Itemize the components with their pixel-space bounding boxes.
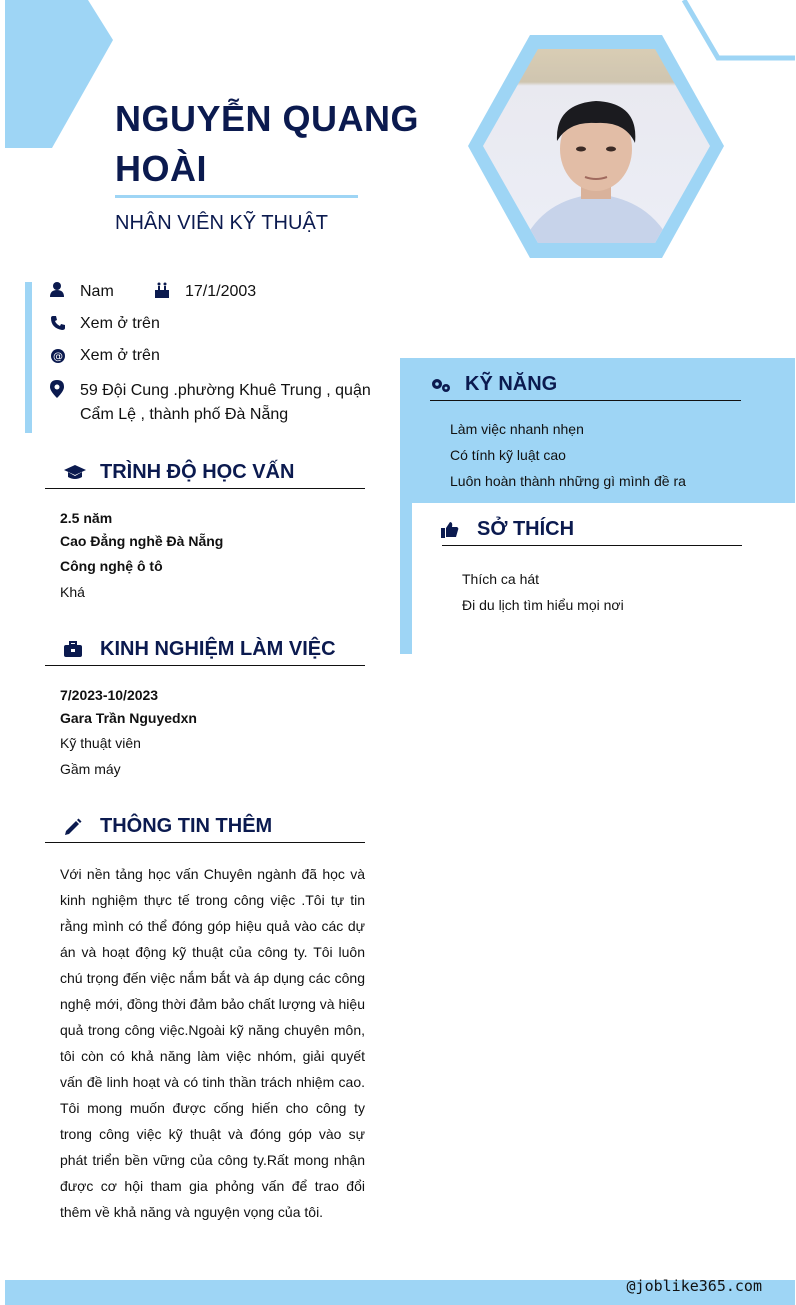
svg-text:@: @ [53,351,63,363]
education-title: TRÌNH ĐỘ HỌC VẤN [100,461,295,483]
experience-company: Gara Trần Nguyedxn [60,710,197,726]
top-left-shape [5,0,113,148]
hobby-item: Thích ca hát [462,571,540,587]
phone-icon [50,315,66,331]
skill-item: Có tính kỹ luật cao [450,447,566,463]
skills-title: KỸ NĂNG [465,373,558,395]
education-grade: Khá [60,584,85,600]
briefcase-icon [64,641,82,657]
experience-divider [45,665,365,666]
education-major: Công nghệ ô tô [60,558,163,574]
skills-divider [430,400,741,401]
location-icon [50,380,64,398]
thumbs-up-icon [441,521,459,538]
education-duration: 2.5 năm [60,510,113,526]
pencil-icon [64,818,82,836]
skill-item: Luôn hoàn thành những gì mình đề ra [450,473,686,489]
experience-description: Gầm máy [60,761,121,777]
address-value: 59 Đội Cung .phường Khuê Trung , quận Cẩm Lệ , thành phố Đà Nẵng [80,382,371,423]
email-icon [50,348,66,364]
cake-icon [154,282,170,298]
birthday-value: 17/1/2003 [185,283,257,300]
hobby-item: Đi du lịch tìm hiểu mọi nơi [462,597,624,613]
experience-period: 7/2023-10/2023 [60,687,159,703]
more-info-text: Với nền tảng học vấn Chuyên ngành đã học và kinh nghiệm thực tế trong công việc .Tôi tự tin rằng mình có thể đóng góp hiệu quả vào các dự án và hoạt động kỹ thuật của công ty. Tôi luôn chú trọng đến việc nắm bắt và áp dụng các công nghệ mới, đồng thời đảm bảo chất lượng và hiệu quả trong công việc.Ngoài kỹ năng chuyên môn, tôi còn có khả năng làm việc nhóm, giải quyết vấn đề linh hoạt và có tinh thần trách nhiệm cao. Tôi mong muốn được cống hiến cho công ty trong công việc kỹ thuật và đóng góp vào sự phát triển bền vững của công ty.Rất mong nhận được cơ hội tham gia phỏng vấn để trao đổi thêm về khả năng và nguyện vọng của tôi. [60,866,365,1220]
gender-value: Nam [80,283,114,300]
profile-photo [483,49,710,243]
experience-position: Kỹ thuật viên [60,735,141,751]
education-divider [45,488,365,489]
graduation-cap-icon [63,464,87,482]
skill-item: Làm việc nhanh nhẹn [450,421,584,437]
footer-watermark[interactable]: @joblike365.com [626,1277,762,1295]
email-value: Xem ở trên [80,347,160,364]
gears-icon [430,376,452,394]
job-title: NHÂN VIÊN KỸ THUẬT [115,212,328,234]
hobbies-title: SỞ THÍCH [477,518,575,540]
more-info-title: THÔNG TIN THÊM [100,815,273,837]
phone-value: Xem ở trên [80,315,160,332]
personal-info-accent-bar [25,282,32,433]
candidate-name: NGUYỄN QUANG HOÀI [115,98,420,189]
education-school: Cao Đẳng nghề Đà Nẵng [60,533,224,549]
more-info-divider [45,842,365,843]
name-underline [115,195,358,198]
user-icon [50,282,64,298]
hobbies-divider [442,545,742,546]
experience-title: KINH NGHIỆM LÀM VIỆC [100,638,336,660]
